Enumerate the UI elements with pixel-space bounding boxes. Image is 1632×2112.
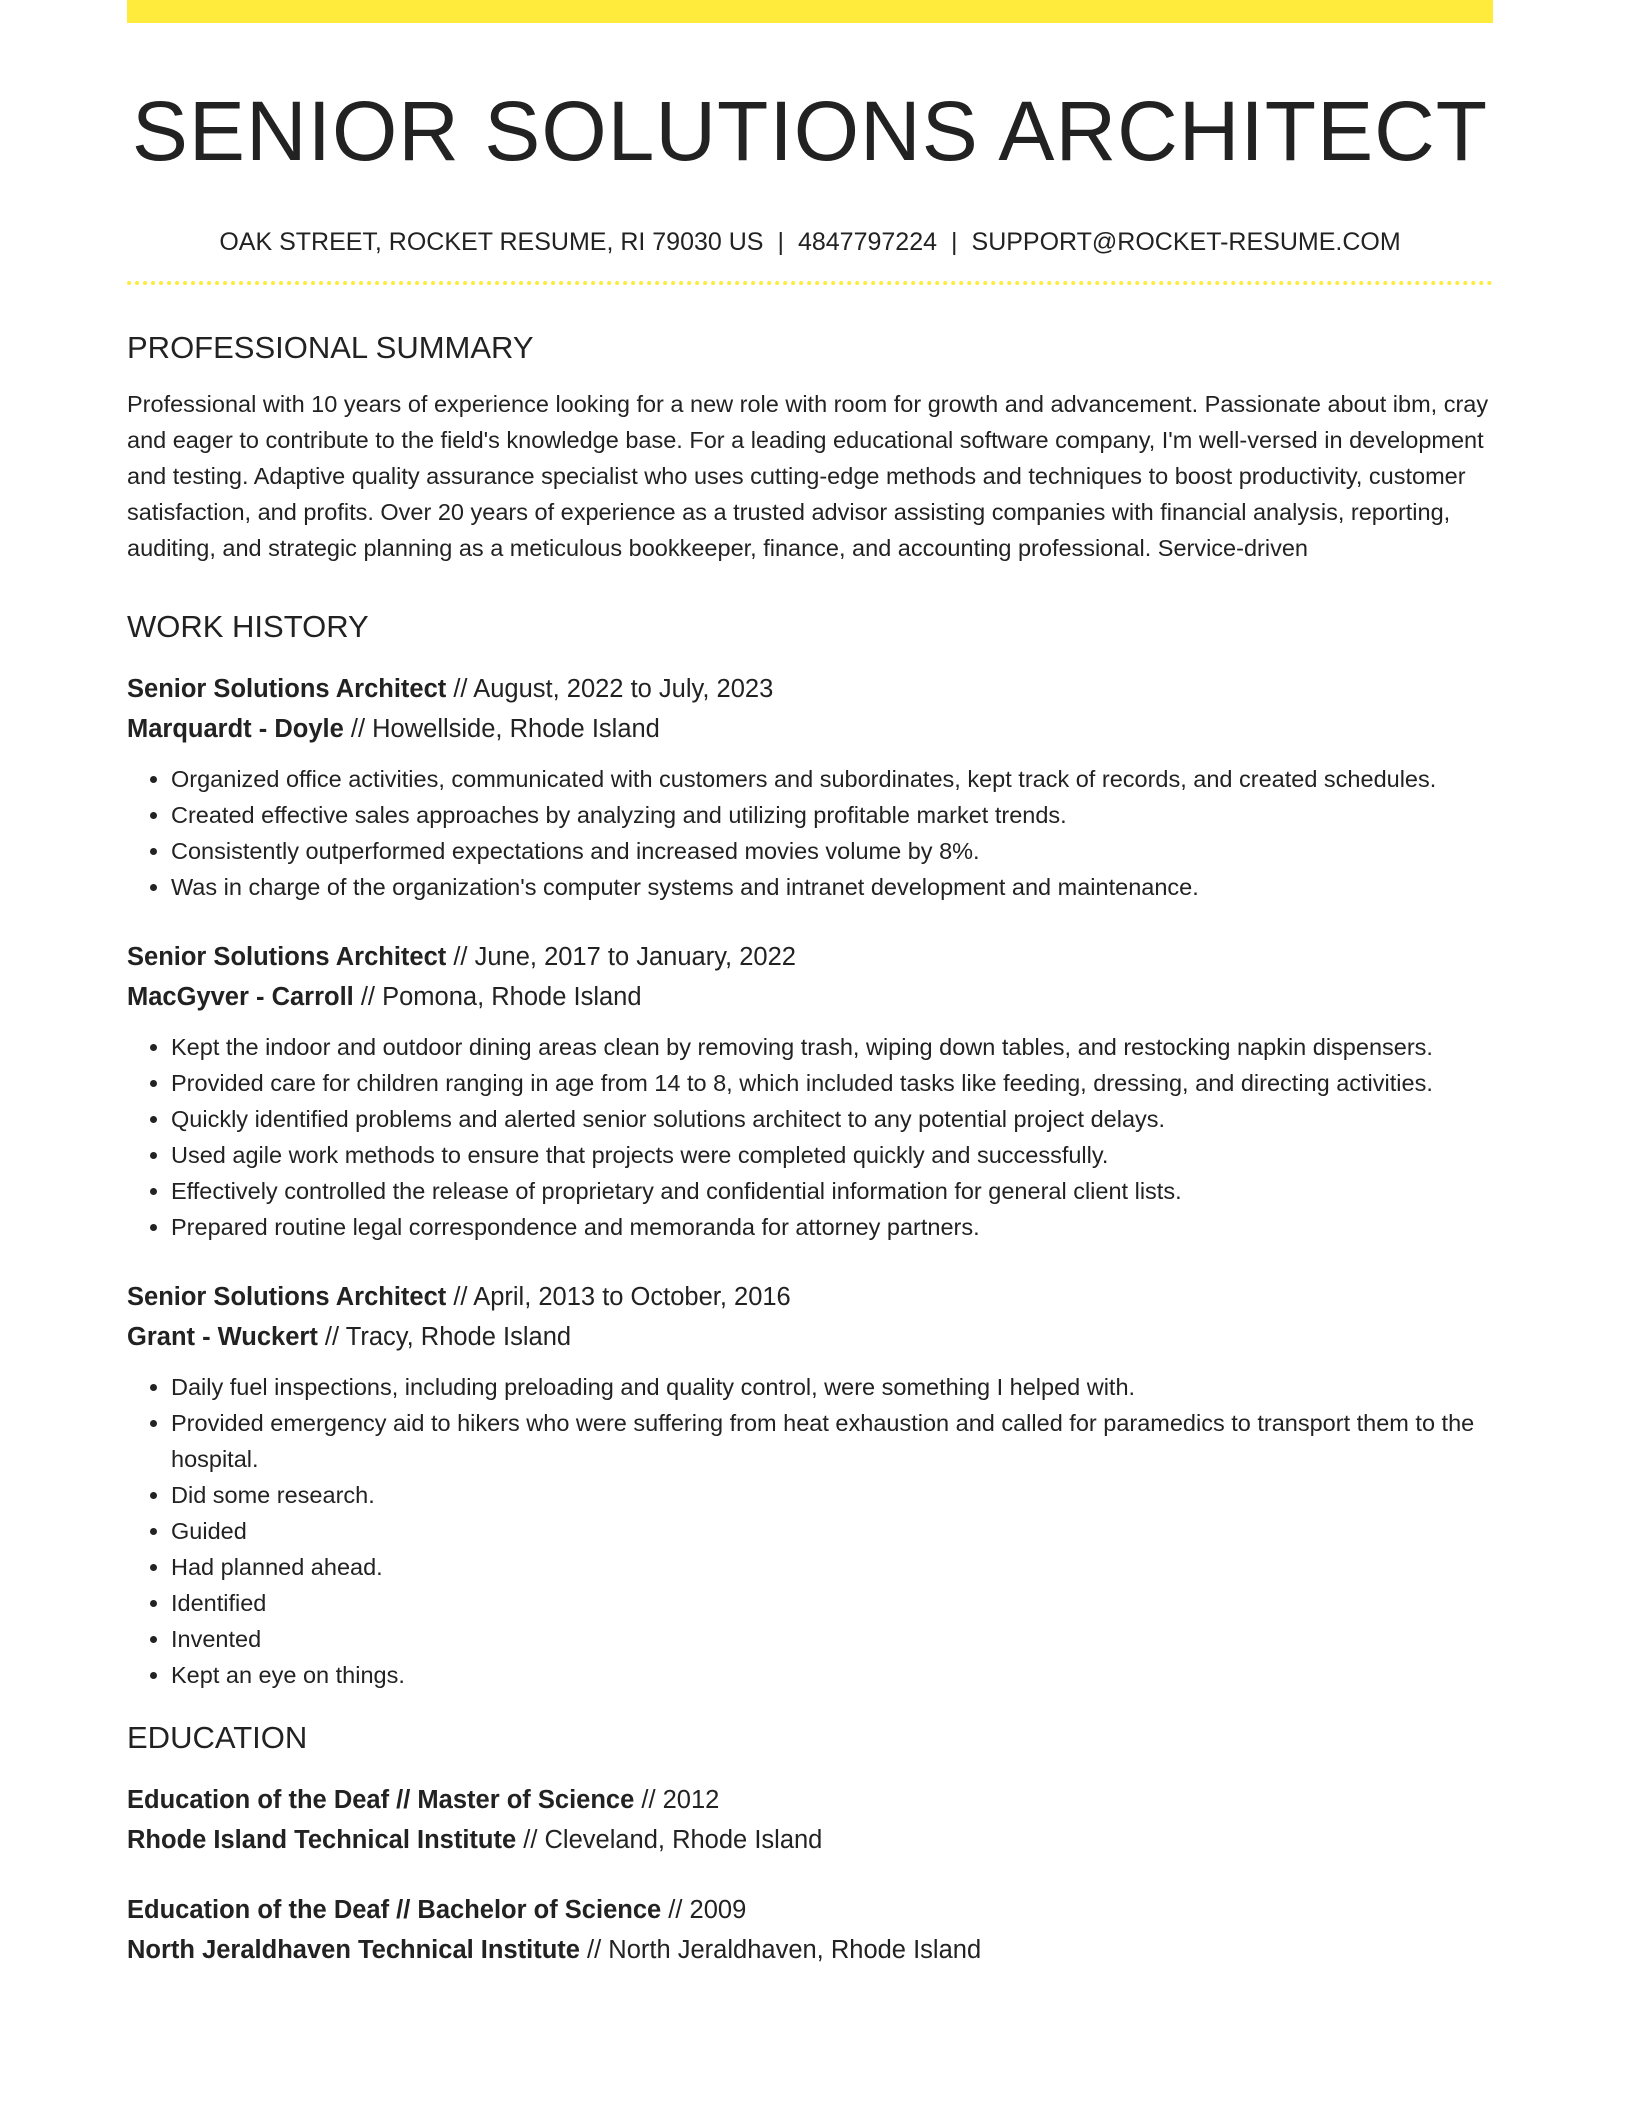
education-entry — [127, 1780, 1493, 1860]
job-entry — [127, 669, 1493, 905]
job-entry — [127, 1277, 1493, 1693]
contact-line — [127, 227, 1493, 257]
job-role: Senior Solutions Architect — [127, 675, 447, 704]
job-company: MacGyver - Carroll — [127, 983, 354, 1012]
job-role: Senior Solutions Architect — [127, 943, 447, 972]
education-location: // North Jeraldhaven, Rhode Island — [579, 1936, 982, 1965]
job-bullet: • Had planned ahead. — [171, 1549, 1493, 1585]
job-bullet: • Was in charge of the organization's computer systems and intranet development and maintenance. — [171, 869, 1493, 905]
education-year: // 2009 — [661, 1896, 747, 1925]
job-dates: // June, 2017 to January, 2022 — [446, 943, 796, 972]
job-bullets — [127, 1029, 1493, 1245]
job-bullet: • Provided care for children ranging in age from 14 to 8, which included tasks like feeding, dressing, and directing activities. — [171, 1065, 1493, 1101]
education-section — [127, 1719, 1493, 1970]
job-dates: // August, 2022 to July, 2023 — [446, 675, 774, 704]
job-company: Grant - Wuckert — [127, 1323, 318, 1352]
education-school-line — [127, 1820, 1493, 1860]
job-bullet: • Effectively controlled the release of proprietary and confidential information for general client lists. — [171, 1173, 1493, 1209]
job-bullet: • Identified — [171, 1585, 1493, 1621]
job-entry — [127, 937, 1493, 1245]
job-location: // Howellside, Rhode Island — [343, 715, 660, 744]
education-degree-line — [127, 1890, 1493, 1930]
job-bullets — [127, 761, 1493, 905]
summary-text: Professional with 10 years of experience looking for a new role with room for growth and advancement. Passionate about ibm, cray and eager to contribute to the field's knowledge base. For a leading educational software company, I'm well-versed in development and testing. Adaptive quality assurance specialist who uses cutting-edge methods and techniques to boost productivity, customer satisfaction, and profits. Over 20 years of experience as a trusted advisor assisting companies with financial analysis, reporting, auditing, and strategic planning as a meticulous bookkeeper, finance, and accounting professional. Service-driven — [127, 390, 1489, 561]
summary-section — [127, 329, 1493, 566]
education-school: Rhode Island Technical Institute — [127, 1826, 517, 1855]
job-role-line — [127, 1277, 1493, 1317]
work-history-section — [127, 608, 1493, 1693]
job-bullet: • Prepared routine legal correspondence and memoranda for attorney partners. — [171, 1209, 1493, 1245]
job-bullet: • Kept the indoor and outdoor dining areas clean by removing trash, wiping down tables, and restocking napkin dispensers. — [171, 1029, 1493, 1065]
job-bullet: • Invented — [171, 1621, 1493, 1657]
job-company-line — [127, 709, 1493, 749]
resume-page — [127, 0, 1493, 1970]
job-bullet: • Quickly identified problems and alerted senior solutions architect to any potential project delays. — [171, 1101, 1493, 1137]
job-role: Senior Solutions Architect — [127, 1283, 447, 1312]
job-location: // Pomona, Rhode Island — [353, 983, 642, 1012]
education-degree-line — [127, 1780, 1493, 1820]
job-bullet: • Daily fuel inspections, including preloading and quality control, were something I helped with. — [171, 1369, 1493, 1405]
education-degree: Education of the Deaf // Master of Science — [127, 1786, 635, 1815]
education-school-line — [127, 1930, 1493, 1970]
job-bullet: • Kept an eye on things. — [171, 1657, 1493, 1693]
job-bullet: • Consistently outperformed expectations and increased movies volume by 8%. — [171, 833, 1493, 869]
job-bullet: • Organized office activities, communicated with customers and subordinates, kept track of records, and created schedules. — [171, 761, 1493, 797]
work-history-title: WORK HISTORY — [127, 608, 369, 644]
job-bullet: • Did some research. — [171, 1477, 1493, 1513]
contact-separator: | — [777, 227, 784, 256]
education-title: EDUCATION — [127, 1720, 308, 1756]
job-bullet: • Created effective sales approaches by analyzing and utilizing profitable market trends. — [171, 797, 1493, 833]
job-company-line — [127, 1317, 1493, 1357]
summary-title: PROFESSIONAL SUMMARY — [127, 329, 534, 365]
job-location: // Tracy, Rhode Island — [317, 1323, 572, 1352]
job-dates: // April, 2013 to October, 2016 — [446, 1283, 791, 1312]
dotted-divider — [127, 281, 1493, 285]
education-entry — [127, 1890, 1493, 1970]
job-bullet: • Used agile work methods to ensure that projects were completed quickly and successfully. — [171, 1137, 1493, 1173]
contact-separator: | — [951, 227, 958, 256]
job-role-line — [127, 937, 1493, 977]
education-degree: Education of the Deaf // Bachelor of Science — [127, 1896, 662, 1925]
job-company: Marquardt - Doyle — [127, 715, 344, 744]
job-company-line — [127, 977, 1493, 1017]
education-year: // 2012 — [634, 1786, 720, 1815]
contact-address: OAK STREET, ROCKET RESUME, RI 79030 US — [219, 227, 764, 256]
contact-phone: 4847797224 — [797, 227, 938, 256]
resume-name: SENIOR SOLUTIONS ARCHITECT — [131, 84, 1489, 178]
top-accent-bar — [127, 0, 1493, 23]
education-location: // Cleveland, Rhode Island — [516, 1826, 823, 1855]
contact-email: SUPPORT@ROCKET-RESUME.COM — [971, 227, 1401, 256]
job-bullets — [127, 1369, 1493, 1693]
job-bullet: • Provided emergency aid to hikers who were suffering from heat exhaustion and called for paramedics to transport them to the hospital. — [171, 1405, 1493, 1477]
education-school: North Jeraldhaven Technical Institute — [127, 1936, 580, 1965]
job-bullet: • Guided — [171, 1513, 1493, 1549]
job-role-line — [127, 669, 1493, 709]
